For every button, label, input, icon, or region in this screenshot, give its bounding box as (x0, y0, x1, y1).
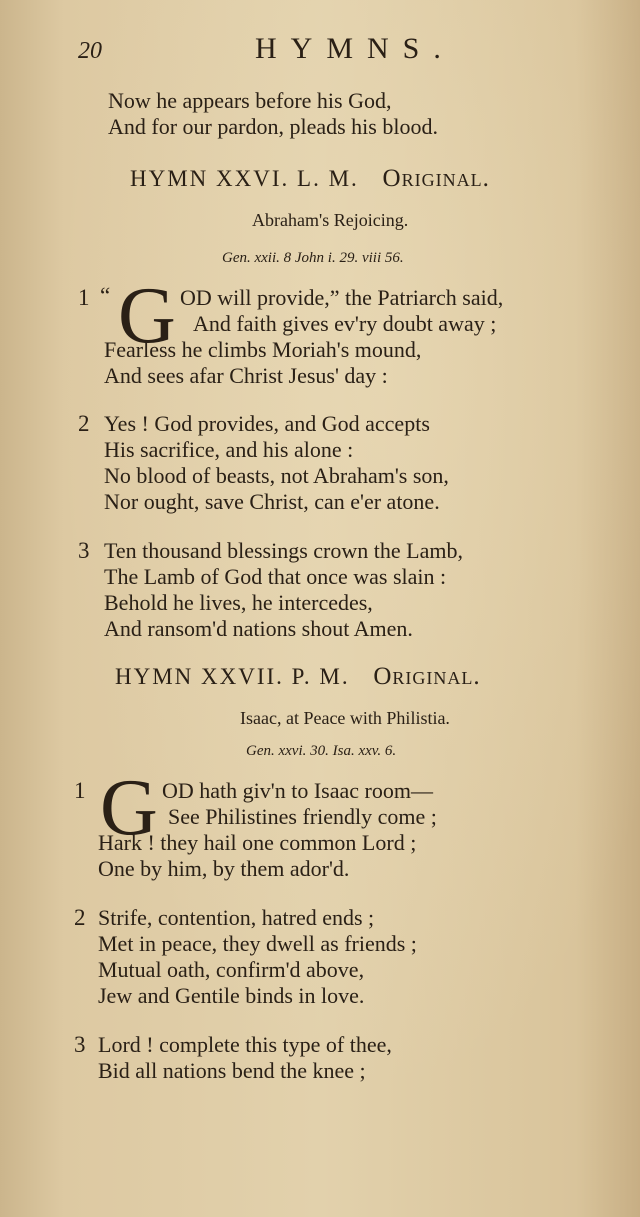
running-head: HYMNS. (255, 32, 455, 65)
carryover-line: And for our pardon, pleads his blood. (108, 114, 438, 139)
verse-line: Mutual oath, confirm'd above, (98, 957, 365, 982)
drop-cap: G (100, 764, 158, 852)
stanza-number: 3 (78, 538, 90, 563)
hymn-original-label: Original. (382, 165, 490, 192)
verse-line: Fearless he climbs Moriah's mound, (104, 337, 422, 362)
verse-line: Strife, contention, hatred ends ; (98, 905, 375, 930)
verse-line: Hark ! they hail one common Lord ; (98, 830, 417, 855)
stanza-number: 2 (78, 411, 90, 436)
hymn-subtitle: Isaac, at Peace with Philistia. (240, 708, 450, 728)
verse-line: OD hath giv'n to Isaac room— (162, 778, 433, 803)
verse-line: Bid all nations bend the knee ; (98, 1058, 366, 1083)
stanza-number: 1 (78, 285, 90, 310)
verse-line: His sacrifice, and his alone : (104, 437, 354, 462)
verse-line: Jew and Gentile binds in love. (98, 983, 365, 1008)
verse-line: And sees afar Christ Jesus' day : (104, 363, 388, 388)
hymn-title-text: HYMN XXVII. P. M. (115, 664, 350, 689)
verse-line: Met in peace, they dwell as friends ; (98, 931, 417, 956)
verse-line: And faith gives ev'ry doubt away ; (193, 311, 497, 336)
verse-line: Nor ought, save Christ, can e'er atone. (104, 489, 440, 514)
scripture-reference: Gen. xxvi. 30. Isa. xxv. 6. (246, 743, 397, 759)
open-quote: “ (100, 283, 111, 308)
carryover-line: Now he appears before his God, (108, 88, 392, 113)
hymn-title-text: HYMN XXVI. L. M. (130, 166, 359, 191)
stanza-number: 3 (74, 1032, 86, 1057)
verse-line: OD will provide,” the Patriarch said, (180, 285, 504, 310)
scripture-reference: Gen. xxii. 8 John i. 29. viii 56. (222, 250, 404, 266)
verse-line: Lord ! complete this type of thee, (98, 1032, 392, 1057)
verse-line: The Lamb of God that once was slain : (104, 564, 447, 589)
verse-line: One by him, by them ador'd. (98, 856, 350, 881)
verse-line: See Philistines friendly come ; (168, 804, 437, 829)
hymn-title (115, 663, 481, 691)
verse-line: No blood of beasts, not Abraham's son, (104, 463, 449, 488)
hymn-title (130, 165, 490, 193)
stanza-number: 1 (74, 778, 86, 803)
drop-cap: G (118, 272, 176, 360)
page-number: 20 (78, 38, 102, 64)
verse-line: Behold he lives, he intercedes, (104, 590, 373, 615)
verse-line: And ransom'd nations shout Amen. (104, 616, 413, 641)
verse-line: Yes ! God provides, and God accepts (104, 411, 430, 436)
stanza-number: 2 (74, 905, 86, 930)
hymn-subtitle: Abraham's Rejoicing. (252, 210, 409, 230)
verse-line: Ten thousand blessings crown the Lamb, (104, 538, 463, 563)
hymn-original-label: Original. (373, 663, 481, 690)
